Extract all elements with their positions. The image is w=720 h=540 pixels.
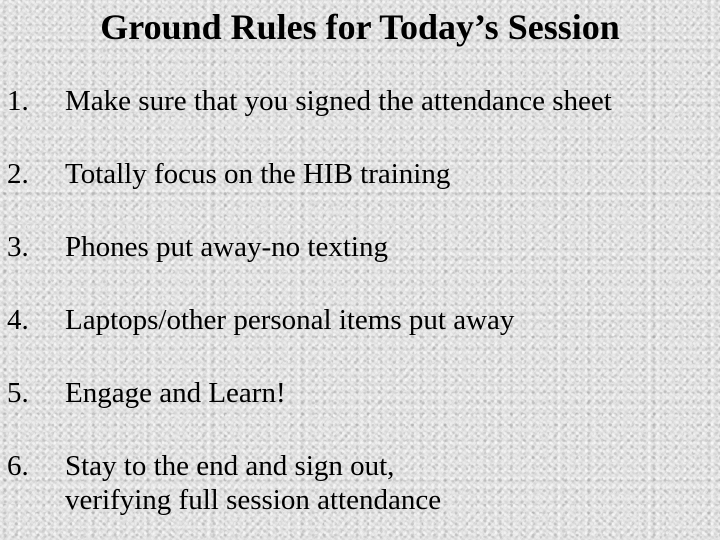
slide-title: Ground Rules for Today’s Session <box>100 7 620 47</box>
rule-text: Make sure that you signed the attendance sheet <box>65 85 612 117</box>
rule-number: 3. <box>7 231 29 263</box>
rule-number: 4. <box>7 304 29 336</box>
rule-text-line: Stay to the end and sign out, <box>65 450 395 482</box>
rule-text <box>65 449 441 517</box>
rule-number: 6. <box>7 450 29 482</box>
rule-text: Engage and Learn! <box>65 377 286 409</box>
rule-number: 5. <box>7 377 29 409</box>
rule-number: 2. <box>7 158 29 190</box>
rule-text-line: verifying full session attendance <box>65 484 442 516</box>
rule-number: 1. <box>7 85 29 117</box>
rule-text: Phones put away-no texting <box>65 231 388 263</box>
rule-text: Totally focus on the HIB training <box>65 158 451 190</box>
rule-text: Laptops/other personal items put away <box>65 304 515 336</box>
